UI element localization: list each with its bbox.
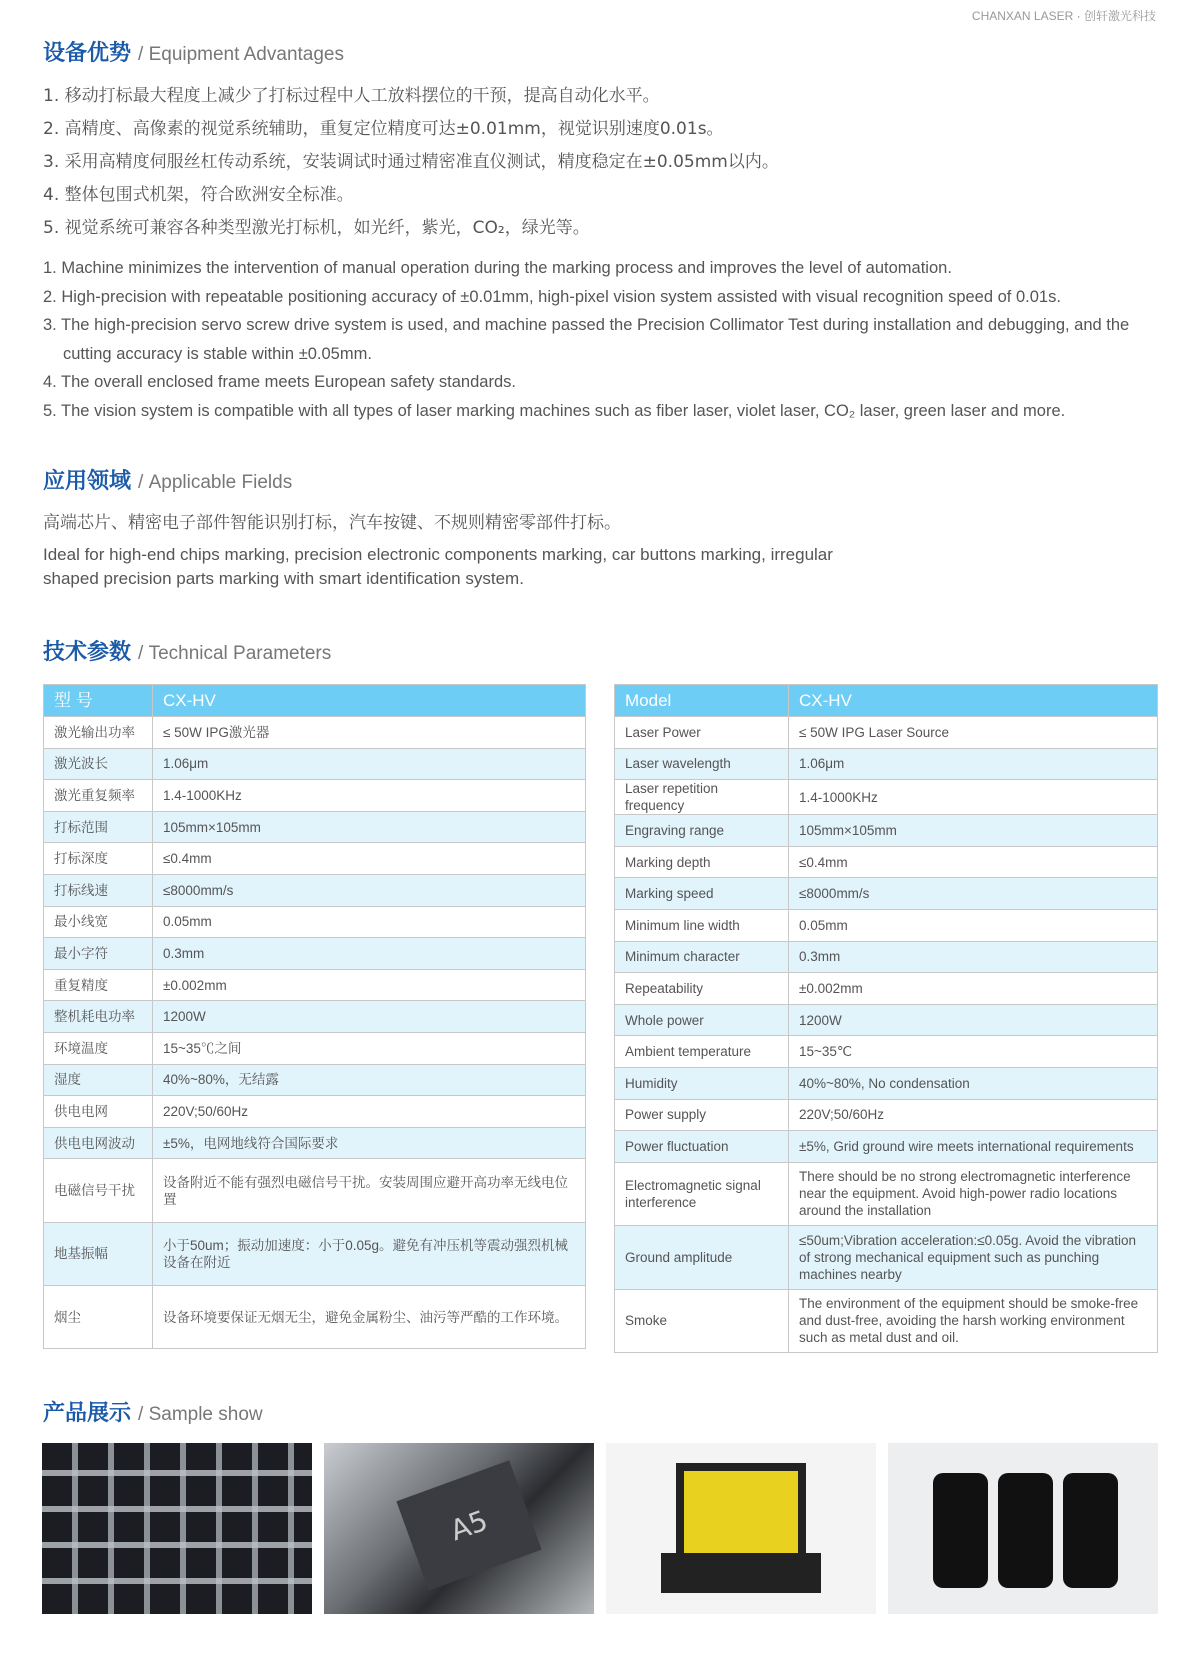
param-value: ≤8000mm/s [153, 874, 586, 906]
table-row [615, 815, 1158, 847]
param-value: 设备附近不能有强烈电磁信号干扰。安装周围应避开高功率无线电位置 [153, 1159, 586, 1222]
sample-image-transformer [606, 1443, 876, 1614]
title-en: / Sample show [138, 1404, 263, 1425]
param-name: Minimum line width [615, 909, 789, 941]
sample-image-a5-chip [324, 1443, 594, 1614]
chip-label: A5 [396, 1460, 541, 1590]
param-name: 激光波长 [44, 748, 153, 780]
advantages-cn-list [43, 80, 779, 245]
title-cn: 设备优势 [43, 41, 132, 66]
param-name: 整机耗电功率 [44, 1001, 153, 1033]
fields-title [43, 464, 292, 495]
list-item: 4. 整体包围式机架，符合欧洲安全标准。 [43, 185, 354, 205]
param-value: ±5%, Grid ground wire meets international requirements [789, 1131, 1158, 1163]
param-value: 1.4-1000KHz [153, 780, 586, 812]
params-title [43, 635, 331, 666]
brand-header [972, 7, 1156, 24]
param-value: The environment of the equipment should be smoke-free and dust-free, avoiding the harsh working environment such as metal dust and oil. [789, 1289, 1158, 1352]
list-item: 2. High-precision with repeatable positioning accuracy of ±0.01mm, high-pixel vision system assisted with visual recognition speed of 0.01s. [43, 287, 1061, 306]
sample-image-car-keys [888, 1443, 1158, 1614]
param-name: Electromagnetic signal interference [615, 1162, 789, 1225]
param-name: Power supply [615, 1099, 789, 1131]
param-value: ≤ 50W IPG激光器 [153, 717, 586, 749]
param-value: 1.4-1000KHz [789, 780, 1158, 815]
sample-image-chips [42, 1443, 312, 1614]
param-name: Ambient temperature [615, 1036, 789, 1068]
title-en: / Technical Parameters [138, 643, 332, 664]
param-value: 1.06μm [789, 748, 1158, 780]
table-row [615, 941, 1158, 973]
table-row [44, 1096, 586, 1128]
table-row [615, 1036, 1158, 1068]
param-name: 电磁信号干扰 [44, 1159, 153, 1222]
param-name: 烟尘 [44, 1286, 153, 1349]
table-row [44, 1064, 586, 1096]
table-row [615, 1162, 1158, 1225]
param-name: Smoke [615, 1289, 789, 1352]
param-name: 最小线宽 [44, 906, 153, 938]
param-value: 0.3mm [789, 941, 1158, 973]
param-value: 220V;50/60Hz [789, 1099, 1158, 1131]
param-name: 环境温度 [44, 1032, 153, 1064]
param-name: Whole power [615, 1004, 789, 1036]
list-item: 5. The vision system is compatible with all types of laser marking machines such as fiber laser, violet laser, CO₂ laser, green laser and more. [43, 401, 1066, 420]
param-name: 最小字符 [44, 938, 153, 970]
table-row [44, 874, 586, 906]
param-value: 0.05mm [153, 906, 586, 938]
table-row [615, 1004, 1158, 1036]
param-name: 重复精度 [44, 969, 153, 1001]
param-value: 220V;50/60Hz [153, 1096, 586, 1128]
list-item: 4. The overall enclosed frame meets European safety standards. [43, 373, 516, 392]
param-name: 激光重复频率 [44, 780, 153, 812]
param-value: 105mm×105mm [153, 811, 586, 843]
param-name: Repeatability [615, 973, 789, 1005]
list-item: 3. 采用高精度伺服丝杠传动系统，安装调试时通过精密准直仪测试，精度稳定在±0.05mm以内。 [43, 152, 779, 172]
table-row [44, 1286, 586, 1349]
param-value: ≤50um;Vibration acceleration:≤0.05g. Avoid the vibration of strong mechanical equipment such as punching machines nearby [789, 1226, 1158, 1289]
param-name: Laser wavelength [615, 748, 789, 780]
param-value: CX-HV [789, 685, 1158, 717]
param-value: 1.06μm [153, 748, 586, 780]
table-row [44, 906, 586, 938]
table-row [615, 909, 1158, 941]
table-row [44, 811, 586, 843]
param-value: There should be no strong electromagnetic interference near the equipment. Avoid high-power radio locations around the installation [789, 1162, 1158, 1225]
param-name: 供电电网波动 [44, 1127, 153, 1159]
param-value: 小于50um；振动加速度：小于0.05g。避免有冲压机等震动强烈机械设备在附近 [153, 1222, 586, 1285]
samples-title [43, 1396, 263, 1427]
table-row [615, 1099, 1158, 1131]
list-item: 2. 高精度、高像素的视觉系统辅助，重复定位精度可达±0.01mm，视觉识别速度0.01s。 [43, 119, 724, 139]
param-value: ±5%，电网地线符合国际要求 [153, 1127, 586, 1159]
title-cn: 技术参数 [43, 640, 132, 665]
param-name: Model [615, 685, 789, 717]
param-value: 105mm×105mm [789, 815, 1158, 847]
table-header [44, 685, 586, 717]
table-row [615, 973, 1158, 1005]
table-row [615, 748, 1158, 780]
brand-en: CHANXAN LASER [971, 9, 1074, 23]
table-row [44, 1159, 586, 1222]
param-value: ≤8000mm/s [789, 878, 1158, 910]
table-row [44, 1001, 586, 1033]
list-item: 5. 视觉系统可兼容各种类型激光打标机，如光纤，紫光，CO₂，绿光等。 [43, 218, 590, 238]
table-row [44, 843, 586, 875]
param-value: 15~35℃之间 [153, 1032, 586, 1064]
param-value: 40%~80%, No condensation [789, 1067, 1158, 1099]
param-name: Minimum character [615, 941, 789, 973]
params-table-en [614, 684, 1158, 1353]
brand-sep: · [1076, 9, 1081, 23]
list-item: 1. Machine minimizes the intervention of manual operation during the marking process and improves the level of automation. [43, 259, 952, 277]
param-name: Laser Power [615, 717, 789, 749]
fields-en: Ideal for high-end chips marking, precision electronic components marking, car buttons marking, irregular shaped precision parts marking with smart identification system. [43, 545, 833, 588]
param-value: ≤0.4mm [789, 846, 1158, 878]
param-name: 打标线速 [44, 874, 153, 906]
param-name: Ground amplitude [615, 1226, 789, 1289]
param-name: Laser repetition frequency [615, 780, 789, 815]
brand-cn: 创轩激光科技 [1083, 9, 1156, 23]
param-value: CX-HV [153, 685, 586, 717]
fields-cn: 高端芯片、精密电子部件智能识别打标，汽车按键、不规则精密零部件打标。 [43, 513, 621, 533]
param-name: 供电电网 [44, 1096, 153, 1128]
list-item: 3. The high-precision servo screw drive system is used, and machine passed the Precision Collimator Test during installation and debugging, and the cutting accuracy is stable within ±0.05mm. [43, 316, 1130, 363]
params-table-cn [43, 684, 586, 1349]
advantages-en-list [43, 254, 1168, 426]
title-en: / Applicable Fields [138, 472, 293, 493]
table-row [615, 1067, 1158, 1099]
param-name: Humidity [615, 1067, 789, 1099]
param-value: 0.3mm [153, 938, 586, 970]
table-row [615, 1131, 1158, 1163]
table-row [44, 1127, 586, 1159]
table-row [615, 717, 1158, 749]
table-row [615, 1289, 1158, 1352]
table-row [44, 748, 586, 780]
table-row [44, 1032, 586, 1064]
table-row [615, 780, 1158, 815]
table-row [44, 780, 586, 812]
param-name: 打标深度 [44, 843, 153, 875]
param-name: 激光输出功率 [44, 717, 153, 749]
table-row [615, 1226, 1158, 1289]
table-row [44, 1222, 586, 1285]
table-row [44, 969, 586, 1001]
param-value: 0.05mm [789, 909, 1158, 941]
table-header [615, 685, 1158, 717]
param-value: 1200W [789, 1004, 1158, 1036]
table-row [44, 717, 586, 749]
title-cn: 应用领域 [43, 469, 132, 494]
param-name: 湿度 [44, 1064, 153, 1096]
param-name: 打标范围 [44, 811, 153, 843]
param-name: Power fluctuation [615, 1131, 789, 1163]
param-name: 地基振幅 [44, 1222, 153, 1285]
param-value: ≤ 50W IPG Laser Source [789, 717, 1158, 749]
param-value: ≤0.4mm [153, 843, 586, 875]
list-item: 1. 移动打标最大程度上减少了打标过程中人工放料摆位的干预，提高自动化水平。 [43, 86, 660, 106]
title-en: / Equipment Advantages [138, 44, 344, 65]
table-row [615, 846, 1158, 878]
param-name: Marking speed [615, 878, 789, 910]
param-name: Marking depth [615, 846, 789, 878]
param-value: 1200W [153, 1001, 586, 1033]
param-value: ±0.002mm [153, 969, 586, 1001]
param-value: 设备环境要保证无烟无尘，避免金属粉尘、油污等严酷的工作环境。 [153, 1286, 586, 1349]
table-row [44, 938, 586, 970]
sample-gallery [42, 1443, 1158, 1614]
param-value: 15~35℃ [789, 1036, 1158, 1068]
advantages-title [43, 36, 344, 67]
param-value: ±0.002mm [789, 973, 1158, 1005]
param-name: Engraving range [615, 815, 789, 847]
param-value: 40%~80%，无结露 [153, 1064, 586, 1096]
table-row [615, 878, 1158, 910]
param-name: 型 号 [44, 685, 153, 717]
title-cn: 产品展示 [43, 1401, 132, 1426]
